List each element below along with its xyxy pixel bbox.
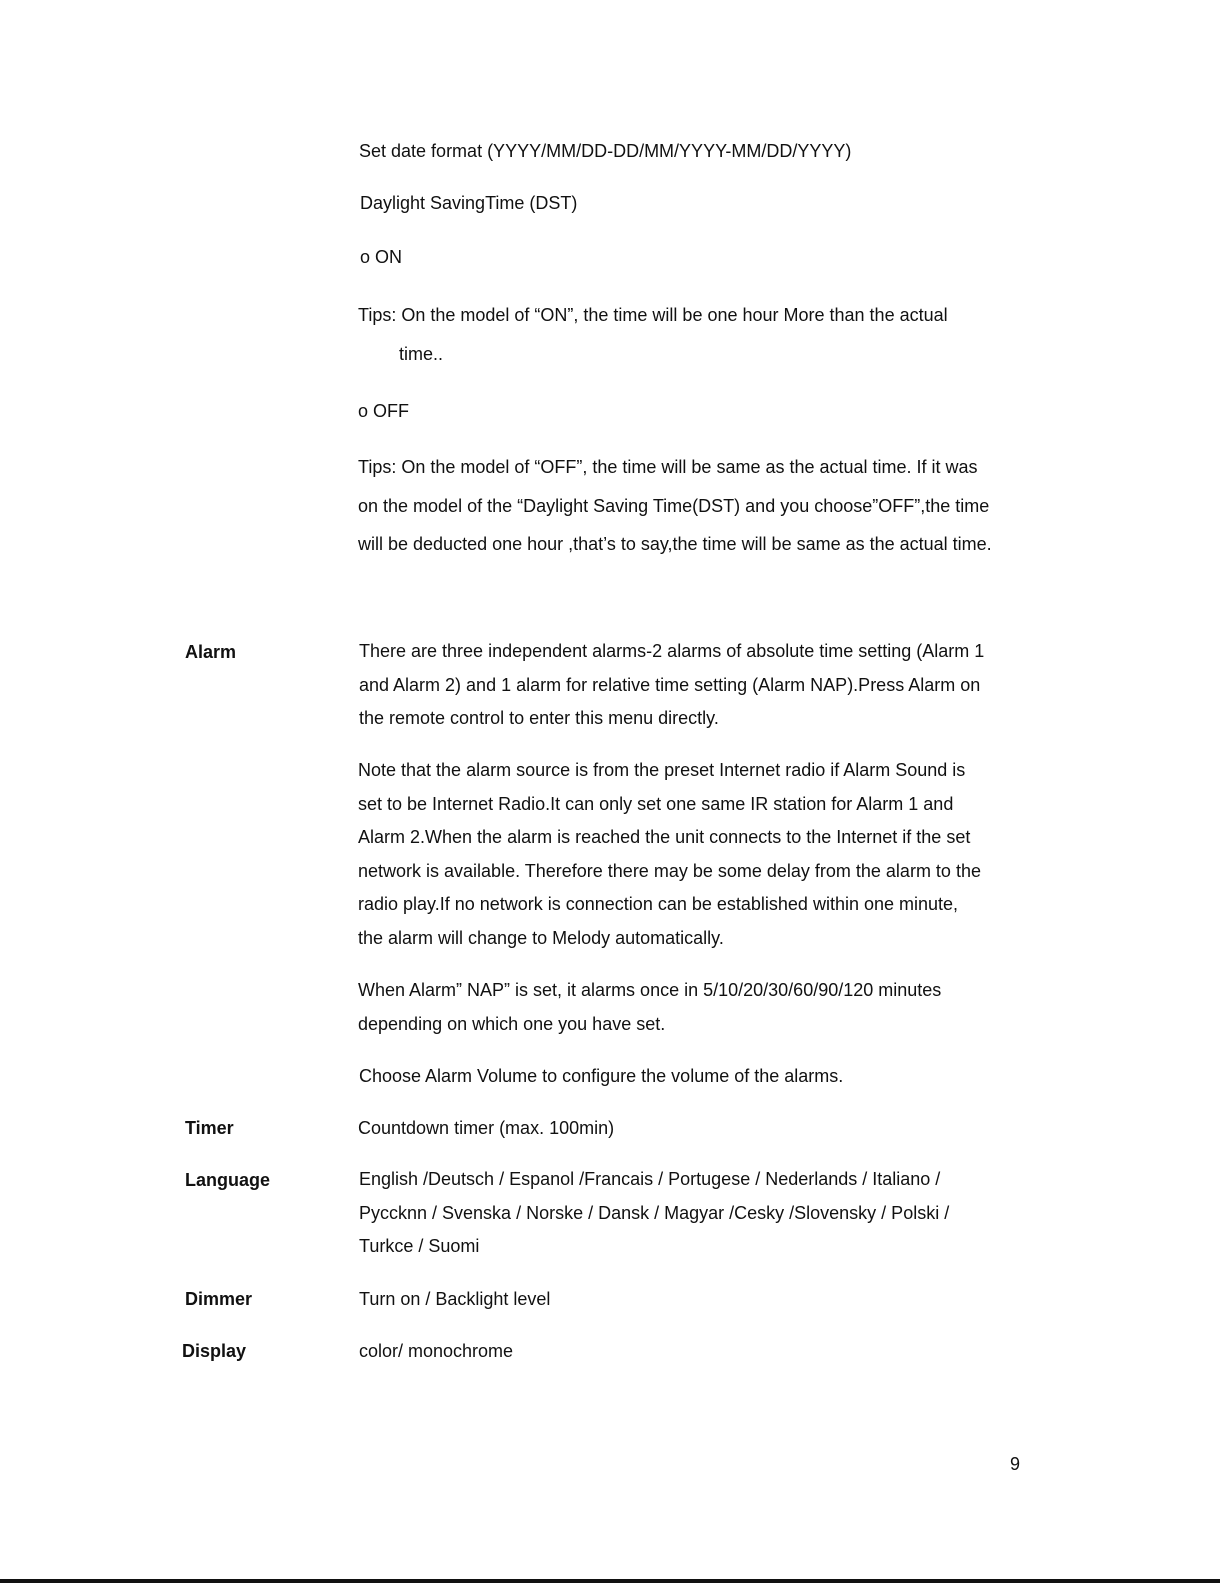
timer-label: Timer <box>185 1118 234 1138</box>
dst-on-tip-line: Tips: On the model of “ON”, the time will be one hour More than the actual <box>358 305 948 325</box>
alarm-paragraph-2 <box>358 754 981 955</box>
alarm-p2-line: the alarm will change to Melody automatically. <box>358 927 724 948</box>
alarm-p2-line: radio play.If no network is connection can be established within one minute, <box>358 894 959 914</box>
alarm-p2-line: set to be Internet Radio.It can only set one same IR station for Alarm 1 and <box>358 793 954 814</box>
display-label: Display <box>182 1341 247 1361</box>
dst-off-tip-line: on the model of the “Daylight Saving Time(DST) and you choose”OFF”,the time <box>358 495 990 516</box>
dst-on-tip-line: time.. <box>399 344 444 364</box>
alarm-paragraph-3 <box>358 974 941 1041</box>
dst-title: Daylight SavingTime (DST) <box>360 193 578 213</box>
language-line: Pyccknn / Svenska / Norske / Dansk / Magyar /Cesky /Slovensky / Polski / <box>359 1202 950 1223</box>
alarm-p1-line: There are three independent alarms-2 alarms of absolute time setting (Alarm 1 <box>359 641 985 661</box>
timer-text: Countdown timer (max. 100min) <box>358 1118 615 1138</box>
dst-off-tip <box>358 448 992 564</box>
language-line: English /Deutsch / Espanol /Francais / Portugese / Nederlands / Italiano / <box>359 1169 941 1189</box>
dimmer-text: Turn on / Backlight level <box>359 1289 551 1309</box>
dst-off-tip-line: Tips: On the model of “OFF”, the time will be same as the actual time. If it was <box>358 457 978 477</box>
dst-off-option: o OFF <box>358 401 410 421</box>
alarm-p1-line: the remote control to enter this menu directly. <box>359 708 719 728</box>
alarm-p2-line: network is available. Therefore there may be some delay from the alarm to the <box>358 860 981 881</box>
language-line: Turkce / Suomi <box>359 1236 480 1256</box>
language-list <box>359 1163 949 1264</box>
alarm-p1-line: and Alarm 2) and 1 alarm for relative time setting (Alarm NAP).Press Alarm on <box>359 674 981 695</box>
dst-off-tip-line: will be deducted one hour ,that’s to say,the time will be same as the actual time. <box>358 534 992 554</box>
alarm-label: Alarm <box>185 642 237 662</box>
alarm-paragraph-1 <box>359 635 984 736</box>
dimmer-label: Dimmer <box>185 1289 253 1309</box>
alarm-p2-line: Alarm 2.When the alarm is reached the unit connects to the Internet if the set <box>358 827 971 847</box>
alarm-paragraph-4: Choose Alarm Volume to configure the volume of the alarms. <box>359 1066 844 1086</box>
alarm-p3-line: When Alarm” NAP” is set, it alarms once in 5/10/20/30/60/90/120 minutes <box>358 980 942 1000</box>
date-format-text: Set date format (YYYY/MM/DD-DD/MM/YYYY-MM/DD/YYYY) <box>359 141 852 161</box>
alarm-p2-line: Note that the alarm source is from the preset Internet radio if Alarm Sound is <box>358 760 966 780</box>
alarm-p3-line: depending on which one you have set. <box>358 1013 666 1034</box>
bottom-border <box>0 1579 1220 1583</box>
dst-on-option: o ON <box>360 247 403 267</box>
display-text: color/ monochrome <box>359 1341 514 1361</box>
page-number: 9 <box>1010 1454 1021 1474</box>
language-label: Language <box>185 1170 271 1190</box>
